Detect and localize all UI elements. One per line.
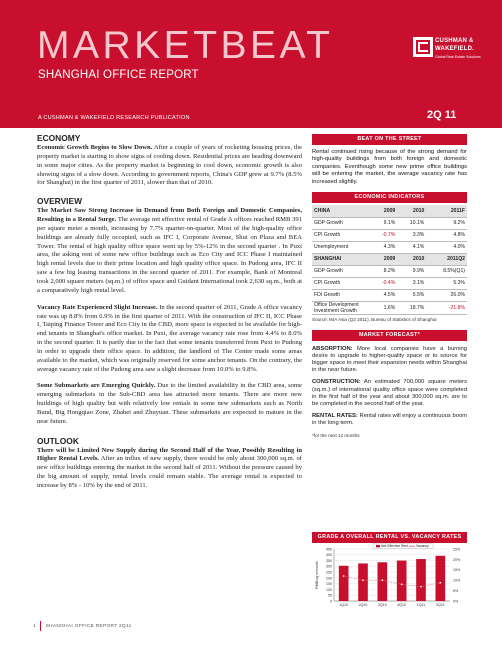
indicator-value-cell: 18.7% bbox=[397, 301, 426, 314]
rent-bar bbox=[436, 556, 446, 601]
overview-p3-body: Due to the limited availability in the CBD area, some emerging submarkets in the Sub-CBD area has attracted more tenants. There are more new buildings of high quality but with relatively low rentals in some new submarkets such as North Bund, Big Hongqiao Zone, Zhabei and Zhuyuan. These submarkets are expected to mature in the near future. bbox=[37, 382, 302, 425]
indicator-value-cell: 4.5% bbox=[370, 289, 397, 301]
y-tick-label: 150 bbox=[326, 582, 332, 587]
indicator-value-cell: 4.0% bbox=[426, 241, 467, 253]
overview-p2-lead: Vacancy Rate Experienced Slight Increase. bbox=[37, 303, 158, 311]
indicator-value-cell: 2010 bbox=[397, 253, 426, 265]
economy-paragraph bbox=[37, 144, 302, 188]
indicator-value-cell: 8.5%(Q1) bbox=[426, 265, 467, 277]
construction-lead: CONSTRUCTION: bbox=[312, 379, 361, 386]
y-tick-label: 350 bbox=[326, 558, 332, 563]
indicator-label-cell: GDP Growth bbox=[312, 265, 370, 277]
overview-p2-body: In the second quarter of 2011, Grade A office vacancy rate was up 8.8% from 6.9% in the first quarter of 2011. With the construction of IFC II, ICC Phase I, Taiping Finance Tower and Eco City in the CBD, more space is expected to be available for high-end tenants in Shanghai's office market. In Puxi, the average vacancy rate rose from 4.4% to 8.0% in the second quarter. It is partly due to the fact that some tenants transferred from Puxi to Pudong in order to upgrade their office space. In addition, the landlord of The Center made some areas available to the market, which was originally reserved for some anchor tenants. On the contrary, the average vacancy rate of the Pudong area saw a slight decrease from 10.0% to 9.8%. bbox=[37, 303, 303, 373]
y-tick-label: 450 bbox=[326, 547, 332, 552]
forecast-heading: MARKET FORECAST* bbox=[312, 330, 467, 341]
indicator-value-cell: 9.1% bbox=[370, 217, 397, 229]
vacancy-point bbox=[343, 575, 345, 577]
logo-mark-icon bbox=[413, 37, 433, 57]
x-tick-label: 3Q10 bbox=[377, 603, 387, 607]
indicator-value-cell: 3.3% bbox=[397, 229, 426, 241]
forecast-rental bbox=[312, 413, 467, 427]
y-tick-label: 250 bbox=[326, 570, 332, 575]
overview-p1-lead: The Market Saw Strong Increase in Demand from Both Foreign and Domestic Companies, Resulting in a Rental Surge. bbox=[37, 207, 302, 224]
indicator-row bbox=[312, 289, 467, 301]
x-tick-label: 2Q11 bbox=[436, 603, 445, 607]
y-tick-label: 0 bbox=[330, 599, 332, 604]
rent-bar bbox=[339, 566, 349, 601]
indicator-value-cell: 10.1% bbox=[397, 217, 426, 229]
indicators-source: Source: IMA Asia (Q2 2011), Bureau of Statistics of Shanghai bbox=[312, 316, 437, 322]
indicator-value-cell: -0.4% bbox=[370, 277, 397, 289]
overview-p1-body: The average net effective rental of Grade A offices reached RMB 391 per square meter a month, increasing by 7.7% quarter-on-quarter. Most of the high-quality office buildings are already fully occupied, such as IFC I, Corporate Avenue, Shui on Plaza and BEA Tower. The rental of high quality office space went up by 5%-12% in the second quarter . In Puxi area, the asking rent of some new office buildings such as Eco City and ICC Phase I maintained high rental levels due to their prime location and high quality office space. In Pudong area, IFC II saw a few big leasing transactions in the second quarter of 2011. For example, Bank of Montreal took 2,000 square meters (sq.m.) of office space and Guidant International took 2,630 sq.m., both at a comparatively high rental level. bbox=[37, 216, 302, 294]
indicator-label-cell: CHINA bbox=[312, 205, 370, 217]
header-banner bbox=[0, 0, 502, 128]
sidebar-column bbox=[312, 134, 467, 438]
indicator-value-cell: 8.2% bbox=[370, 265, 397, 277]
beat-text: Rental continued rising because of the strong demand for high-quality buildings from both foreign and domestic companies. Eventhough some new prime office buildings will be entering the market, the average vacancy rate has increased slightly. bbox=[312, 149, 467, 185]
report-quarter: 2Q 11 bbox=[427, 109, 457, 121]
y-tick-label: 100 bbox=[326, 587, 332, 592]
indicator-value-cell: 4.1% bbox=[397, 241, 426, 253]
indicator-value-cell: 4.3% bbox=[370, 241, 397, 253]
indicator-value-cell: 5.5% bbox=[397, 289, 426, 301]
indicator-label-cell: FDI Growth bbox=[312, 289, 370, 301]
legend-rent-swatch bbox=[376, 545, 380, 547]
rental-body: Rental rates will enjoy a continuous boom in the long term. bbox=[312, 413, 468, 427]
absorption-lead: ABSORPTION: bbox=[312, 345, 353, 352]
rental-lead: RENTAL RATES: bbox=[312, 413, 358, 420]
indicator-label-cell: CPI Growth bbox=[312, 277, 370, 289]
y-tick-label: 200 bbox=[326, 576, 332, 581]
y-tick-label: 400 bbox=[326, 553, 332, 558]
indicator-value-cell: 2009 bbox=[370, 205, 397, 217]
overview-paragraph-1 bbox=[37, 207, 302, 295]
overview-paragraph-2 bbox=[37, 304, 302, 375]
x-tick-label: 2Q10 bbox=[358, 603, 368, 607]
vacancy-point bbox=[362, 579, 364, 581]
indicator-value-cell: 9.9% bbox=[397, 265, 426, 277]
chart-heading: GRADE A OVERALL RENTAL VS. VACANCY RATES bbox=[312, 532, 467, 543]
economy-body: After a couple of years of rocketing housing prices, the property market is starting to show signs of cooling down. Residential prices are heading downward in some major cities. As the property market is beginning to cool down, economic growth is also showing signs of a slow down. According to government reports, China's GDP grew at 9.7% (8.5% for Shanghai) in the first quarter of 2011, slower than that of 2010. bbox=[37, 144, 303, 187]
outlook-paragraph bbox=[37, 447, 302, 491]
y2-tick-label: 10% bbox=[453, 578, 461, 583]
outlook-heading: OUTLOOK bbox=[37, 435, 79, 446]
economy-lead: Economic Growth Begins to Slow Down. bbox=[37, 144, 153, 151]
forecast-absorption bbox=[312, 346, 467, 375]
indicator-label-cell: CPI Growth bbox=[312, 229, 370, 241]
indicator-value-cell: 9.2% bbox=[426, 217, 467, 229]
page-number: 1 bbox=[33, 624, 36, 629]
y-tick-label: 300 bbox=[326, 564, 332, 569]
logo-tagline: Global Real Estate Solutions bbox=[435, 55, 481, 59]
overview-p3-lead: Some Submarkets are Emerging Quickly. bbox=[37, 382, 156, 390]
indicator-row bbox=[312, 229, 467, 241]
indicator-value-cell: -21.8% bbox=[426, 301, 467, 314]
indicator-header-row bbox=[312, 205, 467, 217]
y2-tick-label: 15% bbox=[453, 568, 461, 573]
outlook-body: After an influx of new supply, there would be only about 300,000 sq.m. of new office buildings entering the market in the second half of 2011. Without the pressure caused by the big amount of supply, rental levels could remain stable. The average rental is expected to increase by 8% - 10% by the end of 2011. bbox=[37, 455, 302, 489]
x-tick-label: 1Q10 bbox=[339, 603, 349, 607]
y-tick-label: 50 bbox=[328, 593, 332, 598]
overview-paragraph-3 bbox=[37, 382, 302, 426]
report-title: SHANGHAI OFFICE REPORT bbox=[38, 69, 199, 81]
cushman-wakefield-logo bbox=[413, 37, 495, 67]
overview-heading: OVERVIEW bbox=[37, 196, 82, 207]
indicator-value-cell: 2011Q2 bbox=[426, 253, 467, 265]
forecast-note: *for the next 12 months bbox=[312, 432, 360, 438]
absorption-body: More local companies have a burning desire to upgrade to higher-quality space or to source for bigger space to meet their expansion needs within Shanghai in the near future. bbox=[312, 345, 468, 374]
economy-heading: ECONOMY bbox=[37, 133, 81, 143]
y-axis-label: RMB/sq.m/month bbox=[315, 561, 319, 589]
rent-bar bbox=[358, 563, 368, 601]
indicator-label-cell: GDP Growth bbox=[312, 217, 370, 229]
outlook-lead: There will be Limited New Supply during the Second Half of the Year, Possibly Resulting in Higher Rental Levels. bbox=[37, 446, 302, 463]
indicator-value-cell: 2011F bbox=[426, 205, 467, 217]
y2-tick-label: 5% bbox=[453, 589, 459, 593]
rent-bar bbox=[416, 559, 426, 601]
legend-rent-label: Net Effective Rent bbox=[381, 544, 409, 549]
x-tick-label: 1Q11 bbox=[416, 603, 426, 607]
x-tick-label: 4Q10 bbox=[397, 603, 407, 607]
indicator-row bbox=[312, 277, 467, 289]
indicator-header-row bbox=[312, 253, 467, 265]
rent-bar bbox=[397, 561, 407, 601]
indicator-row bbox=[312, 265, 467, 277]
vacancy-point bbox=[401, 583, 403, 585]
indicator-row bbox=[312, 241, 467, 253]
indicator-value-cell: 2010 bbox=[397, 205, 426, 217]
rental-vacancy-chart bbox=[312, 532, 467, 611]
y2-tick-label: 20% bbox=[453, 557, 461, 562]
indicator-value-cell: 5.3% bbox=[426, 277, 467, 289]
y2-tick-label: 25% bbox=[453, 547, 461, 552]
indicator-row bbox=[312, 301, 467, 314]
indicator-value-cell: 26.0% bbox=[426, 289, 467, 301]
publication-line: A CUSHMAN & WAKEFIELD RESEARCH PUBLICATION bbox=[38, 115, 190, 121]
logo-name-line1: CUSHMAN & bbox=[435, 38, 474, 44]
rent-bar bbox=[378, 562, 388, 601]
indicator-label-cell: Unemployment bbox=[312, 241, 370, 253]
economic-indicators-table bbox=[312, 205, 467, 315]
indicator-value-cell: 2009 bbox=[370, 253, 397, 265]
indicators-heading: ECONOMIC INDICATORS bbox=[312, 192, 467, 203]
indicator-row bbox=[312, 217, 467, 229]
marketbeat-title: MARKETBEAT bbox=[37, 24, 334, 67]
indicator-value-cell: 1.6% bbox=[370, 301, 397, 314]
indicator-value-cell: -0.7% bbox=[370, 229, 397, 241]
vacancy-point bbox=[420, 586, 422, 588]
legend-vacancy-label: Vacancy bbox=[416, 544, 429, 549]
main-column bbox=[37, 133, 302, 491]
indicator-value-cell: 4.8% bbox=[426, 229, 467, 241]
chart-svg bbox=[312, 543, 467, 609]
footer bbox=[33, 624, 132, 629]
beat-heading: BEAT ON THE STREET bbox=[312, 134, 467, 145]
vacancy-point bbox=[439, 582, 441, 584]
forecast-construction bbox=[312, 379, 467, 408]
logo-name-line2: WAKEFIELD. bbox=[435, 46, 474, 52]
footer-text: SHANGHAI OFFICE REPORT 2Q11 bbox=[45, 624, 132, 629]
indicator-label-cell: Office Development Investment Growth bbox=[312, 301, 370, 314]
vacancy-point bbox=[381, 579, 383, 581]
construction-body: An estimated 700,000 square meters (sq.m.) of international quality office space were completed in the first half of the year and about 300,000 sq.m. are to be completed in the second half of the year. bbox=[312, 379, 467, 407]
indicator-value-cell: 3.1% bbox=[397, 277, 426, 289]
indicator-label-cell: SHANGHAI bbox=[312, 253, 370, 265]
y2-tick-label: 0% bbox=[453, 599, 459, 604]
